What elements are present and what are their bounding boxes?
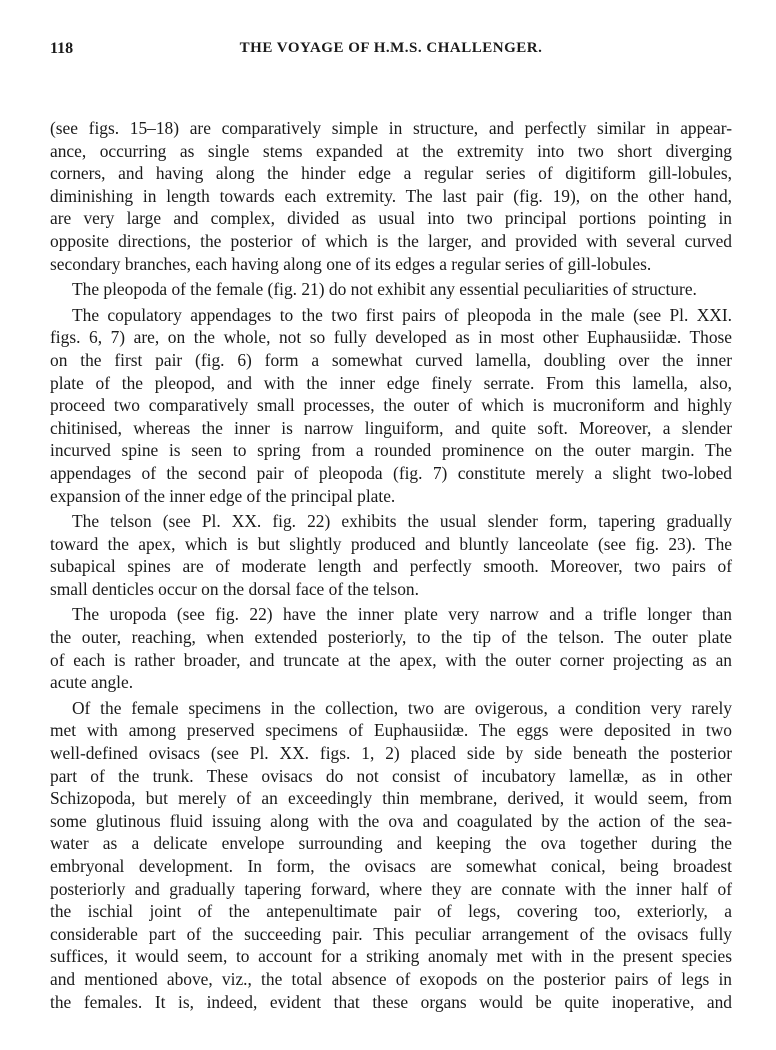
text-line: The uropoda (see fig. 22) have the inner plate very narrow and a trifle longer than (72, 604, 732, 625)
text-line: on the first pair (fig. 6) form a somewhat curved lamella, doubling over the inner (50, 349, 732, 370)
text-line: and mentioned above, viz., the total absence of exopods on the posterior pairs of legs in (50, 968, 732, 989)
text-line: met with among preserved specimens of Euphausiidæ. The eggs were deposited in two (50, 720, 732, 741)
text-line: subapical spines are of moderate length and perfectly smooth. Moreover, two pairs of (50, 556, 732, 577)
text-line: secondary branches, each having along one of its edges a regular series of gill-lobules. (50, 253, 652, 274)
text-line: the females. It is, indeed, evident that these organs would be quite inoperative, and (50, 991, 732, 1012)
text-line: some glutinous fluid issuing along with the ova and coagulated by the action of the sea- (50, 810, 732, 831)
text-line: part of the trunk. These ovisacs do not consist of incubatory lamellæ, as in other (50, 765, 732, 786)
text-line: expansion of the inner edge of the principal plate. (50, 485, 396, 506)
text-line: incurved spine is seen to spring from a rounded prominence on the outer margin. The (50, 440, 732, 461)
text-line: the ischial joint of the antepenultimate pair of legs, covering too, exteriorly, a (50, 901, 732, 922)
text-line: embryonal development. In form, the ovisacs are somewhat conical, being broadest (50, 856, 732, 876)
text-line: The pleopoda of the female (fig. 21) do not exhibit any essential peculiarities of structure. (72, 279, 697, 300)
text-line: of each is rather broader, and truncate at the apex, with the outer corner projecting as an (50, 649, 732, 670)
paragraph (50, 697, 732, 1013)
text-line: are very large and complex, divided as usual into two principal portions pointing in (50, 208, 732, 229)
paragraph (50, 304, 732, 507)
text-line: water as a delicate envelope surrounding and keeping the ova together during the (50, 833, 732, 854)
text-line: suffices, it would seem, to account for a striking anomaly met with in the present species (50, 946, 732, 967)
paragraph (50, 278, 732, 301)
text-line: Schizopoda, but merely of an exceedingly thin membrane, derived, it would seem, from (50, 788, 732, 809)
text-line: plate of the pleopod, and with the inner edge finely serrate. From this lamella, also, (50, 372, 732, 393)
text-line: ance, occurring as single stems expanded at the extremity into two short diverging (50, 140, 732, 161)
text-line: small denticles occur on the dorsal face of the telson. (50, 578, 419, 599)
text-line: diminishing in length towards each extremity. The last pair (fig. 19), on the other hand, (50, 185, 732, 206)
body-text (50, 117, 732, 1016)
text-line: the outer, reaching, when extended posteriorly, to the tip of the telson. The outer plate (50, 627, 732, 648)
text-line: appendages of the second pair of pleopoda (fig. 7) constitute merely a slight two-lobed (50, 462, 732, 483)
paragraph (50, 510, 732, 600)
text-line: acute angle. (50, 672, 134, 693)
text-line: (see figs. 15–18) are comparatively simple in structure, and perfectly similar in appear- (50, 118, 732, 138)
text-line: proceed two comparatively small processes, the outer of which is mucroniform and highly (50, 395, 732, 416)
text-line: well-defined ovisacs (see Pl. XX. figs. 1, 2) placed side by side beneath the posterior (50, 743, 732, 764)
text-line: The copulatory appendages to the two first pairs of pleopoda in the male (see Pl. XXI. (72, 304, 732, 325)
text-line: figs. 6, 7) are, on the whole, not so fully developed as in most other Euphausiidæ. Those (50, 327, 732, 348)
text-line: The telson (see Pl. XX. fig. 22) exhibits the usual slender form, tapering gradually (72, 511, 732, 532)
text-line: chitinised, whereas the inner is narrow linguiform, and quite soft. Moreover, a slender (50, 417, 732, 438)
text-line: posteriorly and gradually tapering forward, where they are connate with the inner half of (50, 878, 732, 899)
page-number: 118 (50, 40, 74, 57)
paragraph (50, 603, 732, 693)
text-line: corners, and having along the hinder edge a regular series of digitiform gill-lobules, (50, 163, 732, 184)
text-line: opposite directions, the posterior of which is the larger, and provided with several curved (50, 230, 732, 251)
page-header (50, 40, 732, 64)
text-line: toward the apex, which is but slightly produced and bluntly lanceolate (see fig. 23). The (50, 533, 732, 554)
text-line: Of the female specimens in the collection, two are ovigerous, a condition very rarely (72, 697, 732, 718)
text-line: considerable part of the succeeding pair. This peculiar arrangement of the ovisacs fully (50, 923, 732, 944)
running-head: THE VOYAGE OF H.M.S. CHALLENGER. (239, 40, 543, 56)
paragraph (50, 117, 732, 275)
